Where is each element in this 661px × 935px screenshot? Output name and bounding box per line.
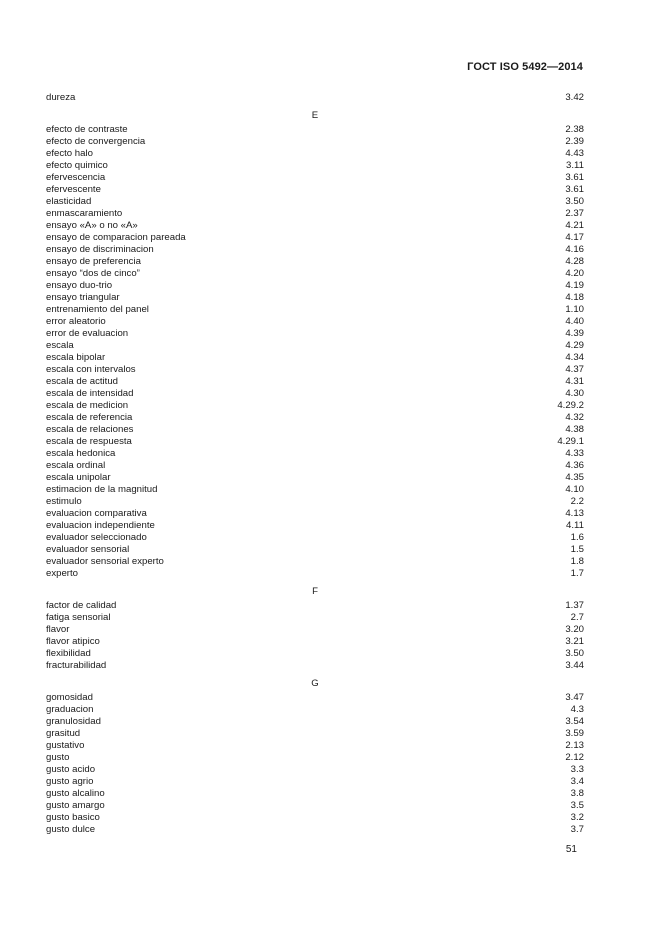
index-term: fatiga sensorial: [46, 612, 111, 623]
index-term: escala de referencia: [46, 412, 133, 423]
index-entry: [46, 388, 584, 400]
index-term: factor de calidad: [46, 600, 117, 611]
index-term: gusto agrio: [46, 776, 94, 787]
index-term: graduacion: [46, 704, 94, 715]
index-ref: 2.39: [565, 136, 584, 147]
index-ref: 2.7: [570, 612, 584, 623]
index-entry: [46, 364, 584, 376]
index-term: evaluador sensorial experto: [46, 556, 164, 567]
index-entry: [46, 692, 584, 704]
index-ref: 2.13: [565, 740, 584, 751]
index-entry: [46, 412, 584, 424]
index-ref: 3.61: [565, 184, 584, 195]
index-entry: [46, 472, 584, 484]
index-term: gusto basico: [46, 812, 100, 823]
index-term: enmascaramiento: [46, 208, 123, 219]
index-ref: 4.36: [565, 460, 584, 471]
index-ref: 4.33: [565, 448, 584, 459]
index-entry: [46, 496, 584, 508]
index-entry: [46, 484, 584, 496]
index-term: ensayo triangular: [46, 292, 120, 303]
index-term: gomosidad: [46, 692, 93, 703]
index-ref: 3.59: [565, 728, 584, 739]
index-ref: 3.21: [565, 636, 584, 647]
index-entry: [46, 160, 584, 172]
index-ref: 3.11: [566, 160, 584, 171]
index-term: efervescencia: [46, 172, 106, 183]
index-term: error de evaluacion: [46, 328, 129, 339]
index-ref: 4.28: [565, 256, 584, 267]
index-ref: 3.8: [570, 788, 584, 799]
index-entry: [46, 268, 584, 280]
index-entry: [46, 740, 584, 752]
index-ref: 4.29.2: [557, 400, 584, 411]
index-ref: 4.39: [565, 328, 584, 339]
index-ref: 3.7: [570, 824, 584, 835]
index-term: evaluacion comparativa: [46, 508, 147, 519]
index-entry: [46, 544, 584, 556]
index-ref: 4.21: [565, 220, 584, 231]
index-term: gusto alcalino: [46, 788, 105, 799]
index-term: escala: [46, 340, 74, 351]
index-ref: 3.4: [570, 776, 584, 787]
index-entry: [46, 328, 584, 340]
section-letter: E: [311, 110, 319, 121]
index-term: efecto halo: [46, 148, 93, 159]
index-ref: 4.40: [565, 316, 584, 327]
index-ref: 4.18: [565, 292, 584, 303]
index-entry: [46, 660, 584, 672]
index-term: escala de intensidad: [46, 388, 134, 399]
index-term: estimacion de la magnitud: [46, 484, 158, 495]
index-ref: 3.5: [570, 800, 584, 811]
index-ref: 2.12: [565, 752, 584, 763]
index-entry: [46, 340, 584, 352]
index-ref: 4.43: [565, 148, 584, 159]
index-term: fracturabilidad: [46, 660, 107, 671]
index-ref: 4.16: [565, 244, 584, 255]
section-letter: F: [312, 586, 318, 597]
index-ref: 4.19: [565, 280, 584, 291]
index-ref: 4.34: [565, 352, 584, 363]
index-ref: 3.20: [565, 624, 584, 635]
index-ref: 1.37: [565, 600, 584, 611]
index-term: elasticidad: [46, 196, 92, 207]
index-term: flexibilidad: [46, 648, 91, 659]
index-ref: 1.5: [570, 544, 584, 555]
index-ref: 2.37: [565, 208, 584, 219]
index-entry: [46, 232, 584, 244]
index-entry: [46, 704, 584, 716]
index-entry: [46, 148, 584, 160]
index-term: escala ordinal: [46, 460, 106, 471]
index-term: experto: [46, 568, 78, 579]
index-ref: 2.2: [570, 496, 584, 507]
index-ref: 4.11: [566, 520, 584, 531]
index-entry: [46, 448, 584, 460]
index-entry: [46, 764, 584, 776]
index-ref: 3.3: [570, 764, 584, 775]
index-term: evaluacion independiente: [46, 520, 155, 531]
index-term: escala bipolar: [46, 352, 106, 363]
index-term: efecto de convergencia: [46, 136, 146, 147]
index-ref: 1.6: [570, 532, 584, 543]
index-entry: [46, 636, 584, 648]
index-entry: [46, 172, 584, 184]
index-entry: [46, 124, 584, 136]
index-term: ensayo “dos de cinco”: [46, 268, 140, 279]
page-number: 51: [565, 844, 577, 855]
index-entry: [46, 304, 584, 316]
index-term: gusto dulce: [46, 824, 96, 835]
index-ref: 4.13: [565, 508, 584, 519]
index-entry: [46, 612, 584, 624]
index-term: flavor: [46, 624, 70, 635]
index-ref: 1.7: [570, 568, 584, 579]
index-entry: [46, 220, 584, 232]
index-ref: 4.17: [565, 232, 584, 243]
index-term: estimulo: [46, 496, 82, 507]
index-ref: 1.8: [570, 556, 584, 567]
index-ref: 4.38: [565, 424, 584, 435]
index-term: evaluador seleccionado: [46, 532, 147, 543]
index-entry: [46, 244, 584, 256]
index-entry: [46, 624, 584, 636]
index-ref: 3.42: [565, 92, 584, 103]
index-entry: [46, 256, 584, 268]
index-term: efecto de contraste: [46, 124, 128, 135]
index-term: escala hedonica: [46, 448, 116, 459]
index-entry: [46, 728, 584, 740]
index-entry: [46, 208, 584, 220]
index-term: escala de relaciones: [46, 424, 134, 435]
index-ref: 1.10: [565, 304, 584, 315]
index-term: grasitud: [46, 728, 81, 739]
index-term: ensayo duo-trio: [46, 280, 113, 291]
index-entry: [46, 600, 584, 612]
index-ref: 3.61: [565, 172, 584, 183]
index-entry: [46, 92, 584, 104]
index-ref: 4.29.1: [557, 436, 584, 447]
index-ref: 4.31: [565, 376, 584, 387]
index-entry: [46, 424, 584, 436]
index-entry: [46, 196, 584, 208]
index-ref: 3.54: [565, 716, 584, 727]
index-entry: [46, 532, 584, 544]
index-term: flavor atipico: [46, 636, 100, 647]
index-term: efervescente: [46, 184, 101, 195]
index-entry: [46, 556, 584, 568]
index-entry: [46, 460, 584, 472]
index-term: escala unipolar: [46, 472, 111, 483]
index-term: escala de medicion: [46, 400, 129, 411]
index-ref: 4.35: [565, 472, 584, 483]
index-entry: [46, 520, 584, 532]
index-term: ensayo de comparacion pareada: [46, 232, 186, 243]
index-entry: [46, 788, 584, 800]
section-letter: G: [311, 678, 319, 689]
index-ref: 2.38: [565, 124, 584, 135]
index-term: dureza: [46, 92, 76, 103]
index-ref: 4.37: [565, 364, 584, 375]
index-term: ensayo «A» o no «A»: [46, 220, 138, 231]
index-entry: [46, 800, 584, 812]
index-entry: [46, 316, 584, 328]
index-ref: 4.20: [565, 268, 584, 279]
index-list: [46, 92, 584, 836]
index-ref: 4.3: [570, 704, 584, 715]
index-entry: [46, 376, 584, 388]
index-term: entrenamiento del panel: [46, 304, 149, 315]
index-entry: [46, 400, 584, 412]
index-ref: 3.44: [565, 660, 584, 671]
index-ref: 4.29: [565, 340, 584, 351]
index-term: gusto amargo: [46, 800, 105, 811]
index-ref: 4.32: [565, 412, 584, 423]
index-entry: [46, 752, 584, 764]
index-term: evaluador sensorial: [46, 544, 130, 555]
index-ref: 4.30: [565, 388, 584, 399]
index-entry: [46, 436, 584, 448]
index-entry: [46, 136, 584, 148]
index-term: error aleatorio: [46, 316, 106, 327]
standard-header: ГОСТ ISO 5492—2014: [467, 61, 583, 73]
index-term: ensayo de discriminacion: [46, 244, 154, 255]
index-ref: 3.2: [570, 812, 584, 823]
index-term: escala de respuesta: [46, 436, 132, 447]
index-term: escala de actitud: [46, 376, 118, 387]
index-entry: [46, 280, 584, 292]
index-entry: [46, 568, 584, 580]
index-ref: 3.50: [565, 196, 584, 207]
index-entry: [46, 352, 584, 364]
index-term: gusto: [46, 752, 70, 763]
index-ref: 3.47: [565, 692, 584, 703]
index-term: ensayo de preferencia: [46, 256, 141, 267]
index-entry: [46, 292, 584, 304]
index-term: escala con intervalos: [46, 364, 136, 375]
index-ref: 4.10: [565, 484, 584, 495]
index-entry: [46, 648, 584, 660]
index-entry: [46, 508, 584, 520]
index-entry: [46, 184, 584, 196]
index-term: granulosidad: [46, 716, 101, 727]
index-term: gustativo: [46, 740, 85, 751]
index-term: efecto quimico: [46, 160, 108, 171]
index-entry: [46, 824, 584, 836]
index-entry: [46, 812, 584, 824]
index-ref: 3.50: [565, 648, 584, 659]
index-term: gusto acido: [46, 764, 96, 775]
index-entry: [46, 776, 584, 788]
index-entry: [46, 716, 584, 728]
